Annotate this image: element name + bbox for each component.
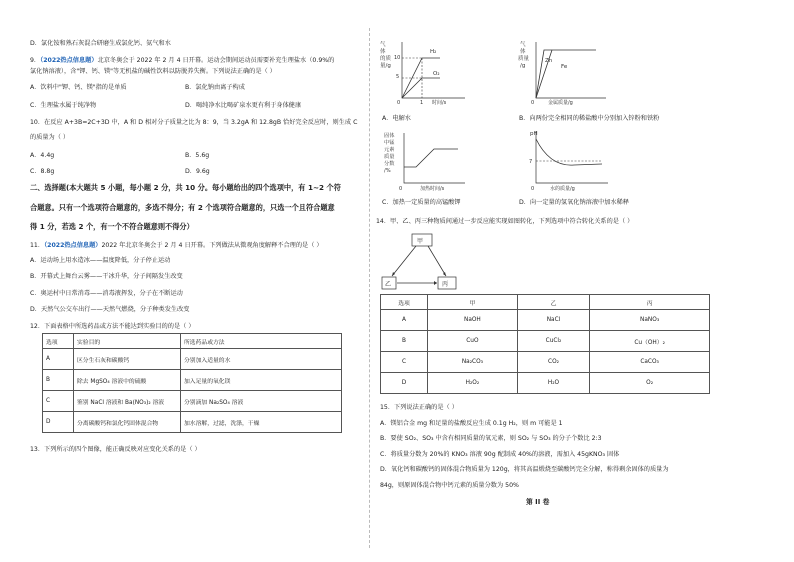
q14-diagram	[380, 230, 480, 292]
q15-option-d-cont: 84g，则原固体混合物中钙元素的质量分数为 50%	[380, 482, 519, 489]
table-cell: CO₂	[517, 352, 589, 373]
table-header-cell: 所选药品或方法	[181, 334, 342, 349]
graph-c-caption: C．加热一定质量的高锰酸钾	[382, 199, 461, 206]
graph-a-o2-line	[402, 78, 440, 98]
table-cell: B	[381, 331, 428, 352]
section2-heading-2: 合题意。只有一个选项符合题意的，多选不得分；有 2 个选项符合题意的，只选一个且符合题意	[30, 203, 335, 212]
table-cell: 分别滴加 Na₂SO₄ 溶液	[181, 391, 342, 412]
table-cell: NaNO₃	[590, 310, 710, 331]
graph-c-ylabel: 中锰	[384, 140, 395, 146]
q15-option-d: D．氧化钙和碳酸钙的固体混合物质量为 120g，将其高温煅烧至碳酸钙完全分解，称得剩余固体的质量为	[380, 466, 669, 473]
graph-d-ylabel: pH	[530, 131, 538, 137]
table-row	[381, 373, 710, 394]
q11-option-b: B．开幕式上舞台云雾——干冰升华，分子间隔发生改变	[30, 273, 183, 280]
diagram-label-jia: 甲	[417, 238, 424, 245]
q10-line1: 10．在反应 A+3B=2C+3D 中，A 和 D 相对分子质量之比为 8：9，当 3.2gA 和 12.8gB 恰好完全反应时，则生成 C	[30, 119, 358, 126]
graph-c-ylabel: 元素	[384, 147, 395, 153]
table-row	[381, 331, 710, 352]
graph-b-axes	[536, 42, 606, 98]
table-cell: Cu（OH）₂	[590, 331, 710, 352]
q9-line1	[30, 57, 334, 65]
q11-tag: （2022热点信息题）	[44, 242, 102, 249]
graph-c-line	[404, 149, 458, 167]
section2-heading-1: 二、选择题(本大题共 5 小题，每小题 2 分，共 10 分。每小题给出的四个选项中，有 1~2 个符	[30, 183, 341, 192]
table-header-cell: 乙	[517, 295, 589, 310]
table-row	[43, 391, 342, 412]
q11-option-d: D．天然气公交车出行——天然气燃烧，分子种类发生改变	[30, 306, 190, 313]
table-cell: 鉴别 NaCl 溶液和 Ba(NO₃)₂ 溶液	[74, 391, 181, 412]
graph-c-kmno4	[380, 127, 470, 199]
diagram-label-yi: 乙	[385, 281, 392, 288]
graph-d-xlabel: 水的质量/g	[550, 186, 575, 192]
graph-d-tick: 7	[529, 159, 533, 165]
table-cell: O₂	[590, 373, 710, 394]
table-cell: D	[43, 412, 74, 433]
table-cell: H₂O₂	[428, 373, 518, 394]
column-divider	[369, 28, 370, 548]
graph-b-zn-label: Zn	[545, 58, 553, 64]
q15-text: 15．下列说法正确的是（ ）	[380, 404, 458, 411]
graph-b-metals	[516, 38, 616, 118]
table-header-cell: 选项	[381, 295, 428, 310]
graph-c-ylabel: /%	[384, 168, 391, 174]
q11-option-a: A．运动场上用水造冰——温度降低，分子停止运动	[30, 257, 171, 264]
q9-number: 9．	[30, 57, 41, 64]
table-row	[381, 310, 710, 331]
q8-option-d: D．氯化铵和熟石灰混合研磨生成氯化钙、氨气和水	[30, 40, 171, 47]
graph-b-ylabel: 体	[520, 49, 526, 55]
table-cell: 区分生石灰和碳酸钙	[74, 349, 181, 370]
graph-c-ylabel: 固体	[384, 133, 395, 139]
q15-option-c: C．将质量分数为 20%的 KNO₃ 溶液 90g 配制成 40%的溶液，需加入 45gKNO₃ 固体	[380, 451, 620, 458]
q11-option-c: C．奥运村中日常消毒——消毒液挥发，分子在不断运动	[30, 290, 183, 297]
graph-c-ylabel: 分数	[384, 161, 395, 167]
graph-a-xlabel: 时间/s	[432, 100, 447, 106]
q14-text: 14．甲、乙、丙三种物质间通过一步反应能实现如图转化，下列选项中符合转化关系的是（ ）	[376, 218, 634, 225]
q9-tag: （2022热点信息题）	[40, 57, 98, 64]
q13-text: 13．下列所示的四个图像，能正确反映对应变化关系的是（ ）	[30, 446, 201, 453]
q9-text: 北京冬奥会于 2022 年 2 月 4 日开幕。运动会期间运动员需要补充生理盐水（0.9%的	[97, 57, 335, 64]
table-cell: D	[381, 373, 428, 394]
table-cell: CaCO₃	[590, 352, 710, 373]
q15-option-a: A．镁铝合金 mg 和足量的盐酸反应生成 0.1g H₂，则 m 可能是 1	[380, 420, 563, 427]
q9-option-c: C．生理盐水属于纯净物	[30, 102, 97, 109]
table-cell: H₂O	[517, 373, 589, 394]
graph-a-tick: 5	[396, 74, 400, 80]
graph-a-tick: 0	[397, 100, 401, 106]
graph-b-fe-label: Fe	[561, 64, 568, 70]
graph-a-ylabel: 气	[380, 42, 386, 48]
table-cell: A	[381, 310, 428, 331]
table-cell: 除去 MgSO₄ 溶液中的硫酸	[74, 370, 181, 391]
table-row	[43, 349, 342, 370]
table-cell: 加入足量的氧化镁	[181, 370, 342, 391]
table-header-cell: 实验目的	[74, 334, 181, 349]
table-row	[43, 370, 342, 391]
graph-b-xlabel: 金属质量/g	[548, 100, 573, 106]
table-header-row	[381, 295, 710, 310]
table-cell: C	[381, 352, 428, 373]
diagram-label-bing: 丙	[442, 281, 449, 288]
table-cell: 分别加入适量的水	[181, 349, 342, 370]
graph-a-ylabel: 的质	[380, 56, 392, 62]
graph-a-electrolysis	[380, 38, 470, 118]
graph-c-tick: 0	[399, 186, 403, 192]
table-cell: Na₂CO₃	[428, 352, 518, 373]
graph-c-ylabel: 质量	[384, 154, 395, 160]
q10-option-b: B．5.6g	[185, 152, 210, 159]
table-header-cell: 丙	[590, 295, 710, 310]
graph-d-naoh	[516, 127, 616, 199]
table-cell: B	[43, 370, 74, 391]
graph-d-axes	[536, 131, 608, 183]
table-row	[381, 352, 710, 373]
graph-a-h2-label: H₂	[430, 49, 437, 55]
graph-b-tick: 0	[531, 100, 535, 106]
q11-line1	[30, 242, 323, 250]
q12-table	[42, 333, 342, 433]
table-cell: CuCl₂	[517, 331, 589, 352]
table-cell: C	[43, 391, 74, 412]
section2-heading-3: 得 1 分，若选 2 个，有一个不符合题意则不得分）	[30, 222, 194, 231]
graph-a-ylabel: 量/g	[380, 63, 391, 69]
q15-option-b: B．要使 SO₂、SO₃ 中含有相同质量的氧元素，则 SO₂ 与 SO₃ 的分子个数比 2:3	[380, 435, 602, 442]
graph-b-caption: B．向两份完全相同的稀盐酸中分别加入锌粉和铁粉	[519, 115, 660, 122]
section-heading: 第 II 卷	[526, 498, 550, 506]
graph-a-o2-label: O₂	[433, 71, 440, 77]
q10-line2: 的质量为（ ）	[30, 134, 70, 141]
q9-option-b: B．氯化钠由离子构成	[185, 84, 245, 91]
table-cell: CuO	[428, 331, 518, 352]
graph-a-tick: 10	[394, 55, 401, 61]
table-row	[43, 412, 342, 433]
graph-b-ylabel: 质量	[518, 56, 530, 62]
graph-d-caption: D．向一定量的氢氧化钠溶液中加水稀释	[519, 199, 629, 206]
table-cell: NaOH	[428, 310, 518, 331]
table-header-row	[43, 334, 342, 349]
graph-b-ylabel: 气	[520, 42, 526, 48]
q9-option-d: D．喝纯净水比喝矿泉水更有利于身体健康	[185, 102, 302, 109]
q12-text: 12．下面表格中所选药品或方法不能达到实验目的的是（ ）	[30, 323, 195, 330]
graph-a-tick: 1	[420, 100, 424, 106]
q10-option-d: D．9.6g	[185, 168, 210, 175]
graph-a-ylabel: 体	[380, 49, 386, 55]
q9-option-a: A．饮料中"钾、钙、镁"指的是单质	[30, 84, 127, 91]
graph-d-tick: 0	[531, 186, 535, 192]
graph-b-ylabel: /g	[520, 63, 526, 69]
table-cell: A	[43, 349, 74, 370]
q9-line2: 氯化钠溶液），含"钾、钙、镁"等无机盐的碱性饮料以防脱养失衡。下列说法正确的是（ ）	[30, 68, 276, 75]
q11-number: 11．	[30, 242, 45, 249]
q10-option-c: C．8.8g	[30, 168, 55, 175]
table-header-cell: 甲	[428, 295, 518, 310]
graph-c-xlabel: 加热时间/s	[420, 186, 445, 192]
table-cell: NaCl	[517, 310, 589, 331]
q10-option-a: A．4.4g	[30, 152, 55, 159]
graph-a-caption: A．电解水	[382, 115, 411, 122]
table-cell: 加水溶解，过滤，洗涤，干燥	[181, 412, 342, 433]
q11-text: 2022 年北京冬奥会于 2 月 4 日开幕。下列做法从微观角度解释不合理的是（ ）	[101, 242, 323, 249]
graph-c-axes	[404, 133, 465, 183]
table-header-cell: 选项	[43, 334, 74, 349]
table-cell: 分离碳酸钙和氯化钙固体混合物	[74, 412, 181, 433]
q14-table	[380, 294, 710, 394]
